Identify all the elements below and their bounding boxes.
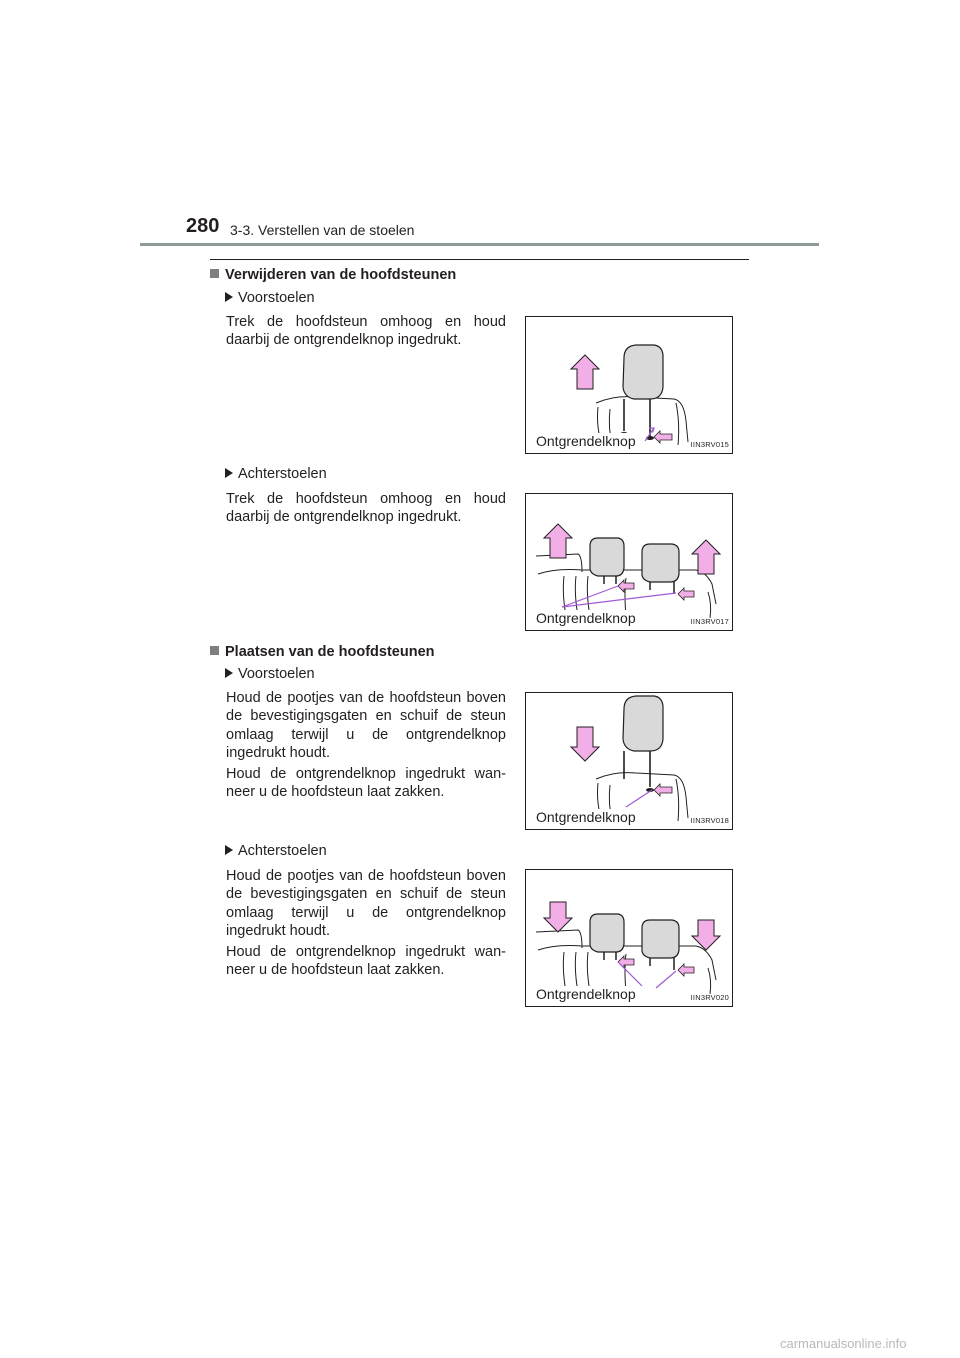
figure-code: IIN3RV018: [690, 816, 729, 825]
subheading-rear-seats: Achterstoelen: [225, 466, 327, 482]
figure-code: IIN3RV017: [690, 617, 729, 626]
square-bullet-icon: [210, 646, 219, 655]
figure-label: Ontgrendelknop: [536, 809, 636, 825]
figure-front-install: [525, 692, 733, 830]
figure-code: IIN3RV020: [690, 993, 729, 1002]
paragraph: Houd de pootjes van de hoofdsteun boven de bevestigingsgaten en schuif de steun omlaag terwijl u de ontgrendelknop ingedrukt houdt.: [226, 868, 506, 939]
figure-rear-install: [525, 869, 733, 1007]
figure-label: Ontgrendelknop: [536, 433, 636, 449]
triangle-bullet-icon: [225, 292, 233, 302]
subheading-front-seats: Voorstoelen: [225, 290, 315, 306]
triangle-bullet-icon: [225, 668, 233, 678]
paragraph: Trek de hoofdsteun omhoog en houd daarbij de ontgrendelknop ingedrukt.: [226, 491, 506, 526]
header-rule: [140, 243, 819, 246]
figure-code: IIN3RV015: [690, 440, 729, 449]
square-bullet-icon: [210, 269, 219, 278]
paragraph: Houd de ontgrendelknop ingedrukt wan-neer u de hoofdsteun laat zakken.: [226, 944, 506, 979]
paragraph: Houd de ontgrendelknop ingedrukt wan-neer u de hoofdsteun laat zakken.: [226, 766, 506, 801]
page-number: 280: [186, 215, 220, 237]
paragraph: Trek de hoofdsteun omhoog en houd daarbij de ontgrendelknop ingedrukt.: [226, 314, 506, 349]
section-title-install: Plaatsen van de hoofdsteunen: [210, 644, 435, 660]
section-rule: [210, 259, 749, 260]
figure-label: Ontgrendelknop: [536, 610, 636, 626]
figure-front-remove: [525, 316, 733, 454]
subheading-rear-seats: Achterstoelen: [225, 843, 327, 859]
section-title-remove: Verwijderen van de hoofdsteunen: [210, 267, 456, 283]
triangle-bullet-icon: [225, 845, 233, 855]
paragraph: Houd de pootjes van de hoofdsteun boven de bevestigingsgaten en schuif de steun omlaag terwijl u de ontgrendelknop ingedrukt houdt.: [226, 690, 506, 761]
watermark: carmanualsonline.info: [780, 1336, 907, 1351]
figure-label: Ontgrendelknop: [536, 986, 636, 1002]
subheading-front-seats: Voorstoelen: [225, 666, 315, 682]
chapter-title: 3-3. Verstellen van de stoelen: [230, 222, 415, 238]
figure-rear-remove: [525, 493, 733, 631]
triangle-bullet-icon: [225, 468, 233, 478]
